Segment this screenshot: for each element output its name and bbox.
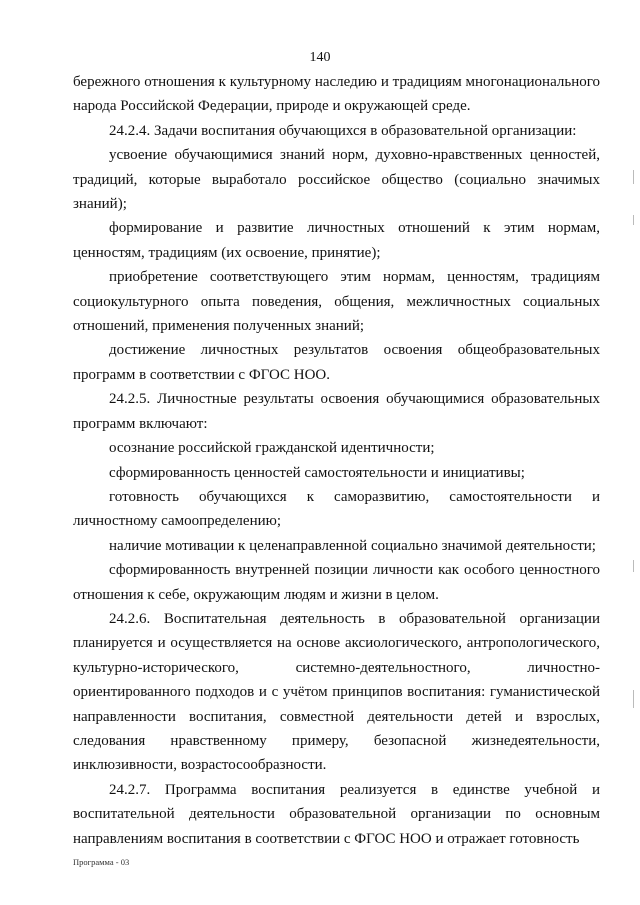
paragraph-4: формирование и развитие личностных отношений к этим нормам, ценностям, традициям (их освоение, принятие);	[73, 220, 600, 261]
paragraph-3: усвоение обучающимися знаний норм, духовно-нравственных ценностей, традиций, которые выработало российское общество (социально значимых знаний);	[73, 147, 600, 213]
paragraph-7: 24.2.5. Личностные результаты освоения обучающимися образовательных программ включают:	[73, 391, 600, 432]
paragraph-13: 24.2.6. Воспитательная деятельность в образовательной организации планируется и осуществляется на основе аксиологического, антропологического, культурно-исторического, системно-деятельностного, личностно-ориентированного подходов и с учётом принципов воспитания: гуманистической направленности воспитания, совместной деятельности детей и взрослых, следования нравственному примеру, безопасной жизнедеятельности, инклюзивности, возрастосообразности.	[73, 610, 600, 774]
paragraph-8: осознание российской гражданской идентичности;	[109, 440, 435, 457]
paragraph-6: достижение личностных результатов освоения общеобразовательных программ в соответствии с ФГОС НОО.	[73, 342, 600, 383]
footer-label: Программа - 03	[73, 857, 130, 867]
scan-mark	[633, 215, 634, 225]
scan-mark	[633, 170, 634, 184]
scan-mark	[633, 560, 634, 572]
paragraph-9: сформированность ценностей самостоятельности и инициативы;	[109, 464, 525, 481]
paragraph-2: 24.2.4. Задачи воспитания обучающихся в образовательной организации:	[109, 122, 577, 139]
paragraph-1: бережного отношения к культурному наследию и традициям многонационального народа Российской Федерации, природе и окружающей среде.	[73, 74, 600, 115]
paragraph-10: готовность обучающихся к саморазвитию, самостоятельности и личностному самоопределению;	[73, 488, 600, 530]
paragraph-12: сформированность внутренней позиции личности как особого ценностного отношения к себе, окружающим людям и жизни в целом.	[73, 562, 600, 603]
paragraph-5: приобретение соответствующего этим нормам, ценностям, традициям социокультурного опыта поведения, общения, межличностных социальных отношений, применения полученных знаний;	[73, 269, 600, 335]
paragraph-11: наличие мотивации к целенаправленной социально значимой деятельности;	[109, 537, 596, 554]
scan-mark	[633, 690, 634, 708]
page-number: 140	[309, 50, 331, 65]
paragraph-14: 24.2.7. Программа воспитания реализуется в единстве учебной и воспитательной деятельности образовательной организации по основным направлениям воспитания в соответствии с ФГОС НОО и отражает готовность	[73, 781, 600, 847]
document-body	[73, 70, 600, 851]
